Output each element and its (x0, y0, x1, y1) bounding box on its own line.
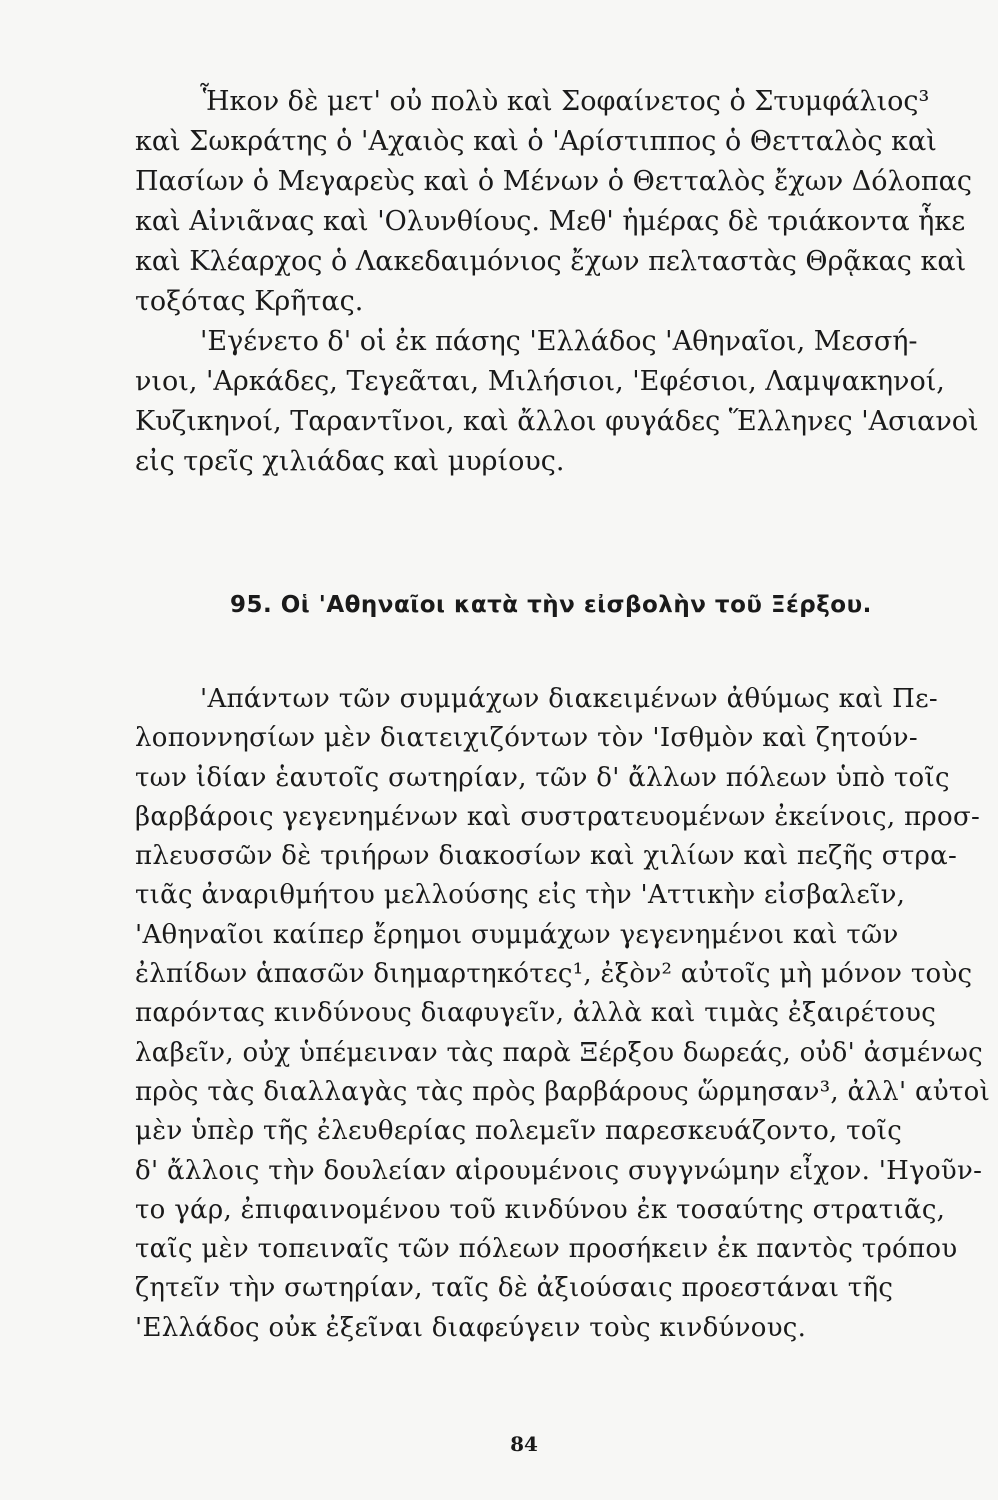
text-line: Ἧκον δὲ μετ' οὐ πολὺ καὶ Σοφαίνετος ὁ Στυμφάλιος³ (200, 86, 930, 117)
paragraph-athenians (135, 680, 991, 1348)
text-line: τοξότας Κρῆτας. (135, 286, 364, 317)
text-line: λαβεῖν, οὐχ ὑπέμειναν τὰς παρὰ Ξέρξου δωρεάς, οὐδ' ἀσμένως (135, 1037, 983, 1068)
text-line: εἰς τρεῖς χιλιάδας καὶ μυρίους. (135, 446, 565, 477)
text-line: Κυζικηνοί, Ταραντῖνοι, καὶ ἄλλοι φυγάδες Ἕλληνες 'Ασιανοὶ (135, 406, 979, 437)
text-line: τιᾶς ἀναριθμήτου μελλούσης εἰς τὴν 'Αττικὴν εἰσβαλεῖν, (135, 880, 906, 911)
text-line: καὶ Κλέαρχος ὁ Λακεδαιμόνιος ἔχων πελταστὰς Θρᾷκας καὶ (135, 246, 967, 277)
text-line: 'Απάντων τῶν συμμάχων διακειμένων ἀθύμως καὶ Πε- (200, 684, 938, 714)
paragraph-arrivals (135, 82, 973, 322)
text-line: ἐλπίδων ἁπασῶν διημαρτηκότες¹, ἐξὸν² αὐτοῖς μὴ μόνον τοὺς (135, 959, 973, 990)
text-block (135, 82, 991, 1343)
text-line: πλευσσῶν δὲ τριήρων διακοσίων καὶ χιλίων καὶ πεζῆς στρα- (135, 841, 958, 872)
text-line: ζητεῖν τὴν σωτηρίαν, ταῖς δὲ ἀξιούσαις προεστάναι τῆς (135, 1273, 894, 1304)
text-line: 'Εγένετο δ' οἱ ἐκ πάσης 'Ελλάδος 'Αθηναῖοι, Μεσσή- (200, 326, 918, 357)
text-line: λοποννησίων μὲν διατειχιζόντων τὸν 'Ισθμὸν καὶ ζητούν- (135, 723, 918, 754)
text-line: Πασίων ὁ Μεγαρεὺς καὶ ὁ Μένων ὁ Θετταλὸς ἔχων Δόλοπας (135, 166, 973, 197)
text-line: πρὸς τὰς διαλλαγὰς τὰς πρὸς βαρβάρους ὥρμησαν³, ἀλλ' αὐτοὶ (135, 1076, 991, 1107)
page-number: 84 (510, 1432, 538, 1456)
section-heading: 95. Οἱ 'Αθηναῖοι κατὰ τὴν εἰσβολὴν τοῦ Ξέρξου. (230, 592, 872, 618)
text-line: 'Ελλάδος οὐκ ἐξεῖναι διαφεύγειν τοὺς κινδύνους. (135, 1312, 807, 1343)
text-line: των ἰδίαν ἑαυτοῖς σωτηρίαν, τῶν δ' ἄλλων πόλεων ὑπὸ τοῖς (135, 762, 950, 793)
text-line: καὶ Σωκράτης ὁ 'Αχαιὸς καὶ ὁ 'Αρίστιππος ὁ Θετταλὸς καὶ (135, 126, 937, 157)
text-line: ταῖς μὲν τοπειναῖς τῶν πόλεων προσήκειν ἐκ παντὸς τρόπου (135, 1234, 958, 1265)
text-line: το γάρ, ἐπιφαινομένου τοῦ κινδύνου ἐκ τοσαύτης στρατιᾶς, (135, 1194, 946, 1225)
text-line: καὶ Αἰνιᾶνας καὶ 'Ολυνθίους. Μεθ' ἡμέρας δὲ τριάκοντα ἧκε (135, 206, 966, 237)
text-line: 'Αθηναῖοι καίπερ ἔρημοι συμμάχων γεγενημένοι καὶ τῶν (135, 919, 899, 950)
paragraph-exiles (135, 322, 979, 482)
text-line: νιοι, 'Αρκάδες, Τεγεᾶται, Μιλήσιοι, 'Εφέσιοι, Λαμψακηνοί, (135, 366, 945, 397)
text-line: παρόντας κινδύνους διαφυγεῖν, ἀλλὰ καὶ τιμὰς ἐξαιρέτους (135, 998, 937, 1029)
text-line: μὲν ὑπὲρ τῆς ἐλευθερίας πολεμεῖν παρεσκευάζοντο, τοῖς (135, 1116, 903, 1147)
text-line: βαρβάροις γεγενημένων καὶ συστρατευομένων ἐκείνοις, προσ- (135, 801, 981, 832)
text-line: δ' ἄλλοις τὴν δουλείαν αἱρουμένοις συγγνώμην εἶχον. 'Ηγοῦν- (135, 1155, 983, 1186)
